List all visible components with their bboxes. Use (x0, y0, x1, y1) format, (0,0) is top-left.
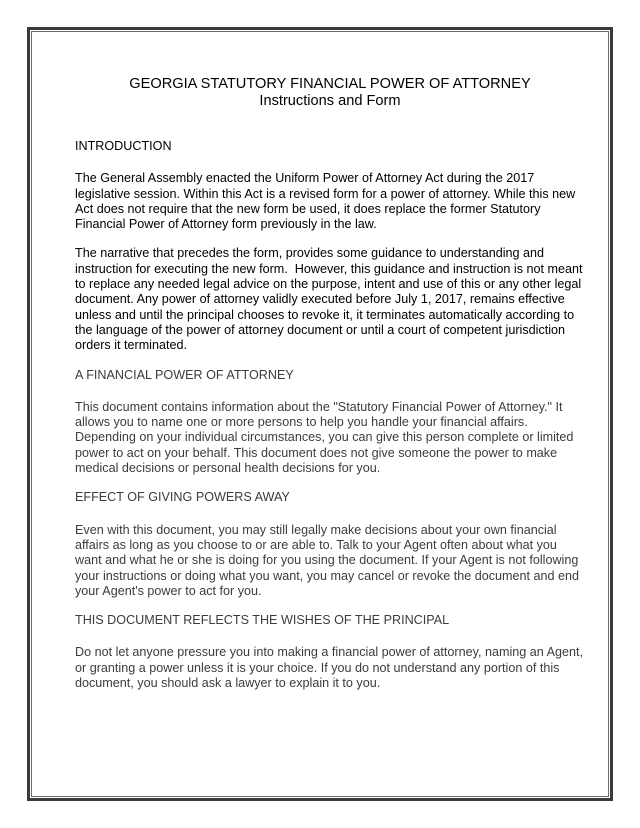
section-financial-power-of-attorney (75, 368, 585, 477)
section-paragraph: Even with this document, you may still legally make decisions about your own financial affairs as long as you choose to or are able to. Talk to your Agent often about what you want and what he or she is doing for you using the document. If your Agent is not following your instructions or doing what you want, you may cancel or revoke the document and end your Agent's power to act for you. (75, 522, 583, 598)
document-title: GEORGIA STATUTORY FINANCIAL POWER OF ATTORNEY (129, 76, 531, 92)
section-heading: THIS DOCUMENT REFLECTS THE WISHES OF THE PRINCIPAL (75, 613, 450, 628)
section-heading: INTRODUCTION (75, 139, 172, 153)
section-effect-of-giving-powers-away (75, 490, 585, 599)
section-wishes-of-the-principal (75, 613, 585, 691)
section-paragraph: Do not let anyone pressure you into making a financial power of attorney, naming an Agent, or granting a power unless it is your choice. If you do not understand any portion of this document, you should ask a lawyer to explain it to you. (75, 645, 587, 691)
section-introduction (75, 139, 585, 354)
section-paragraph: This document contains information about the "Statutory Financial Power of Attorney." It allows you to name one or more persons to help you handle your financial affairs. Depending on your individual circumstances, you can give this person complete or limited power to act on your behalf. This document does not give someone the power to make medical decisions or personal health decisions for you. (75, 399, 577, 476)
section-paragraph: The General Assembly enacted the Uniform Power of Attorney Act during the 2017 legislative session. Within this Act is a revised form for a power of attorney. While this new Act does not require that the new form be used, it does replace the former Statutory Financial Power of Attorney form previously in the law. (75, 171, 579, 232)
document-body (75, 76, 585, 705)
section-heading: A FINANCIAL POWER OF ATTORNEY (75, 367, 294, 382)
section-paragraph: The narrative that precedes the form, provides some guidance to understanding and instruction for executing the new form. However, this guidance and instruction is not meant to replace any needed legal advice on the purpose, intent and use of this or any other legal document. Any power of attorney validly executed before July 1, 2017, remains effective unless and until the principal chooses to revoke it, it terminates automatically according to the language of the power of attorney document or until a court of competent jurisdiction orders it terminated. (75, 246, 587, 353)
section-heading: EFFECT OF GIVING POWERS AWAY (75, 490, 290, 505)
document-subtitle: Instructions and Form (259, 93, 401, 109)
